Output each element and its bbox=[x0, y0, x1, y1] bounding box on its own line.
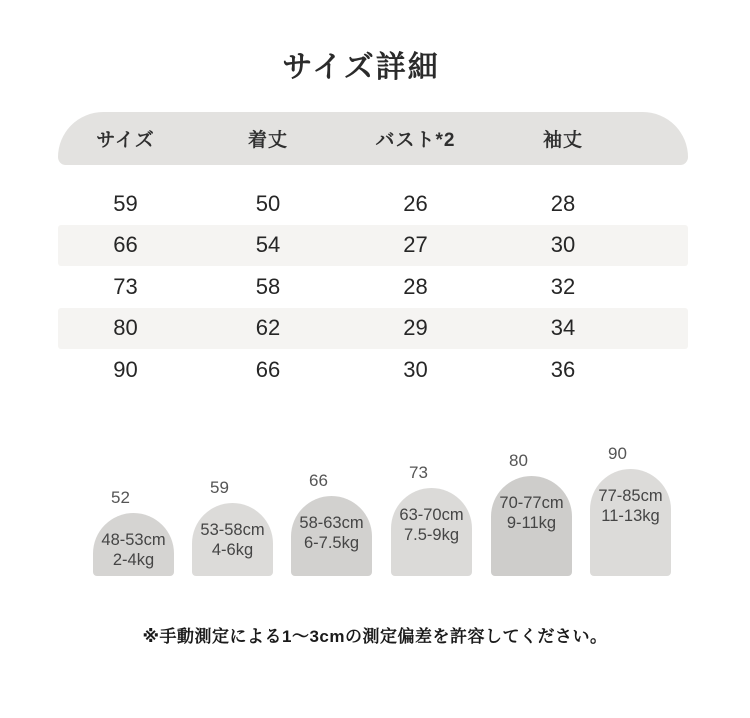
table-cell: 34 bbox=[550, 315, 576, 341]
size-guide-label: 90 bbox=[608, 444, 627, 463]
measurement-footnote: ※手動測定による1～3cmの測定偏差を許容してください。 bbox=[142, 627, 608, 646]
size-guide-dome bbox=[491, 476, 572, 576]
weight-range: 6-7.5kg bbox=[303, 534, 360, 552]
page-title: サイズ詳細 bbox=[282, 51, 440, 84]
height-range: 58-63cm bbox=[299, 514, 364, 532]
table-cell: 66 bbox=[113, 232, 138, 258]
table-cell: 59 bbox=[113, 190, 138, 216]
column-header: 袖丈 bbox=[542, 130, 583, 151]
table-cell: 28 bbox=[550, 190, 576, 216]
table-cell: 66 bbox=[255, 356, 281, 382]
weight-range: 11-13kg bbox=[601, 507, 660, 525]
height-range: 70-77cm bbox=[499, 494, 564, 512]
table-row bbox=[58, 225, 688, 267]
height-range: 53-58cm bbox=[200, 521, 265, 539]
table-row bbox=[58, 183, 688, 225]
table-row bbox=[58, 349, 688, 391]
table-cell: 62 bbox=[255, 315, 281, 341]
table-row bbox=[58, 266, 688, 308]
table-cell: 30 bbox=[403, 356, 428, 382]
height-range: 77-85cm bbox=[598, 487, 663, 505]
height-range: 63-70cm bbox=[399, 506, 464, 524]
weight-range: 9-11kg bbox=[506, 514, 557, 532]
weight-range: 2-4kg bbox=[112, 551, 155, 569]
height-range: 48-53cm bbox=[101, 531, 166, 549]
table-cell: 36 bbox=[550, 356, 576, 382]
table-cell: 54 bbox=[255, 232, 281, 258]
table-row bbox=[58, 308, 688, 350]
weight-range: 7.5-9kg bbox=[403, 526, 460, 544]
size-guide-label: 59 bbox=[210, 478, 229, 497]
size-guide-dome bbox=[192, 503, 273, 576]
table-cell: 27 bbox=[403, 232, 428, 258]
table-cell: 32 bbox=[550, 273, 576, 299]
column-header: バスト*2 bbox=[375, 130, 456, 151]
table-cell: 26 bbox=[403, 190, 428, 216]
size-guide-label: 80 bbox=[509, 451, 528, 470]
table-cell: 50 bbox=[255, 190, 281, 216]
column-header: 着丈 bbox=[247, 130, 288, 151]
size-guide-label: 52 bbox=[111, 488, 130, 507]
column-header: サイズ bbox=[96, 130, 155, 151]
size-guide-dome bbox=[590, 469, 671, 576]
size-table bbox=[58, 112, 688, 391]
size-table-header bbox=[58, 112, 688, 165]
table-cell: 28 bbox=[403, 273, 428, 299]
table-cell: 73 bbox=[113, 273, 138, 299]
size-guide-label: 66 bbox=[309, 471, 328, 490]
size-guide-dome bbox=[391, 488, 472, 576]
size-guide-label: 73 bbox=[409, 463, 428, 482]
size-table-body bbox=[58, 183, 688, 391]
table-cell: 58 bbox=[255, 273, 281, 299]
table-cell: 30 bbox=[550, 232, 576, 258]
weight-range: 4-6kg bbox=[211, 541, 254, 559]
size-guide-dome bbox=[291, 496, 372, 576]
table-cell: 80 bbox=[113, 315, 138, 341]
size-guide-dome bbox=[93, 513, 174, 576]
table-cell: 90 bbox=[113, 356, 138, 382]
table-cell: 29 bbox=[403, 315, 428, 341]
